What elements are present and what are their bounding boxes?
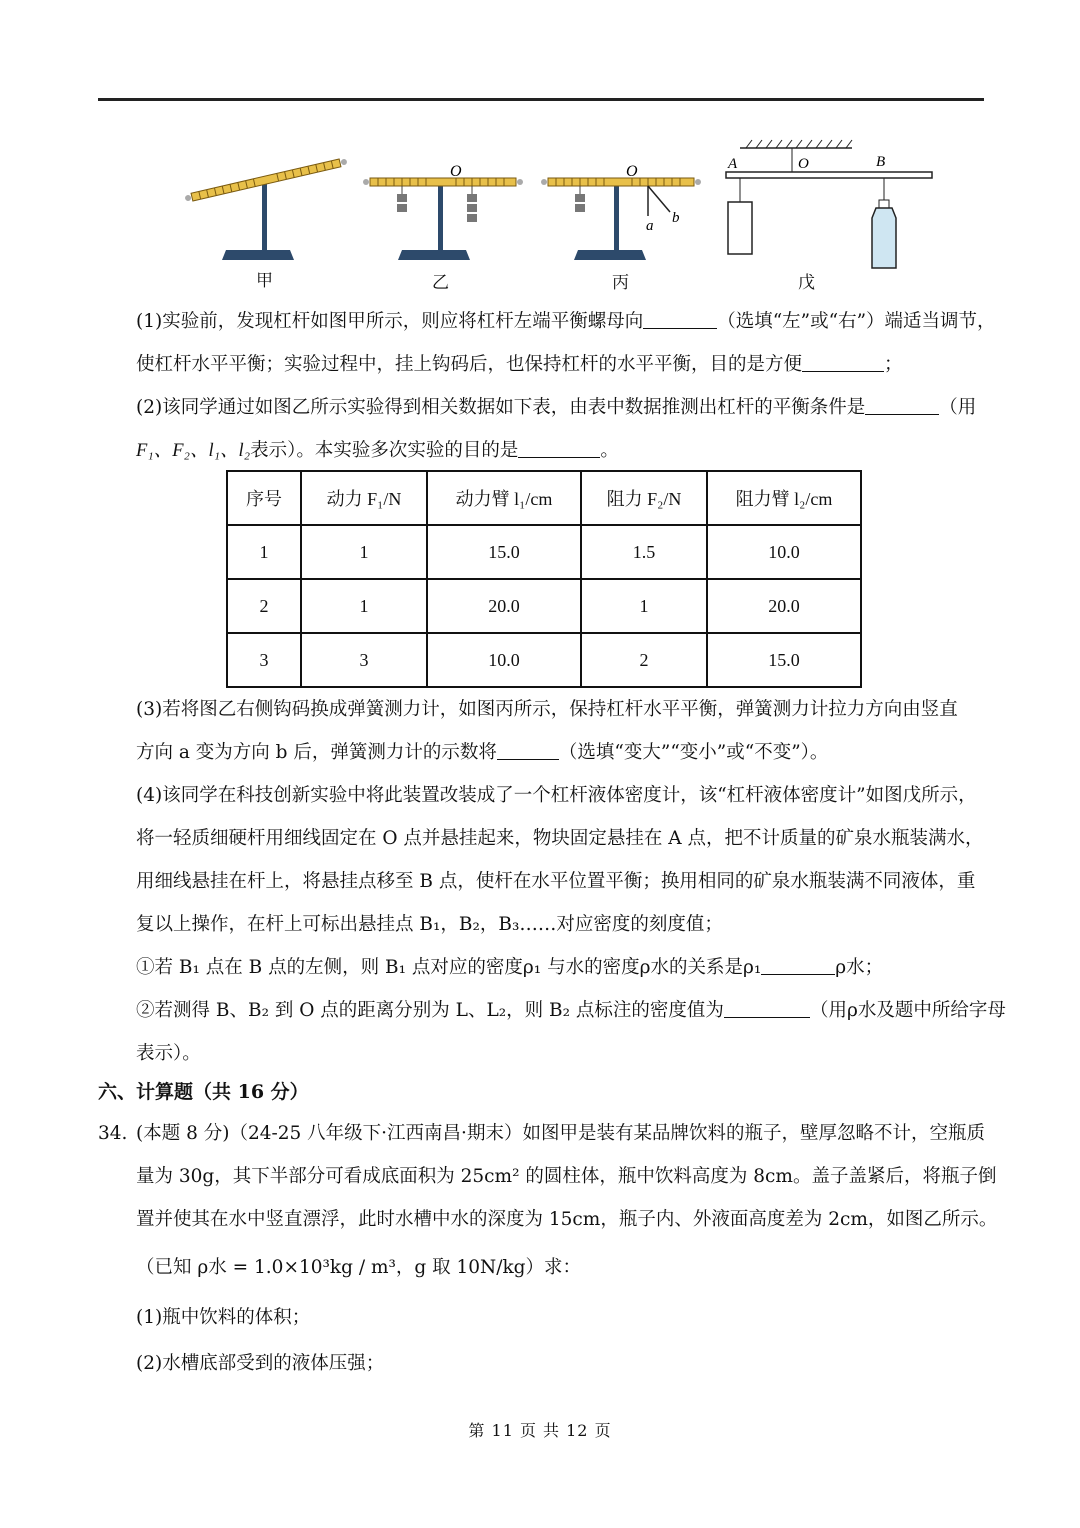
figure-jia <box>184 157 348 260</box>
figure-bing <box>541 163 701 260</box>
q4-line3: 用细线悬挂在杆上，将悬挂点移至 B 点，使杆在水平位置平衡；换用相同的矿泉水瓶装满不同液体，重 <box>136 871 976 892</box>
question-2 <box>136 386 986 473</box>
q4-sub1: ①若 B₁ 点在 B 点的左侧，则 B₁ 点对应的密度ρ₁ 与水的密度ρ水的关系是ρ₁ <box>136 957 762 978</box>
question-34-number: 34. <box>98 1123 128 1144</box>
table-header: 序号 <box>227 471 301 525</box>
q2-blank-2 <box>518 439 600 459</box>
q2-line1-end: （用 <box>939 397 977 418</box>
table-header: 阻力臂 l₂/cm <box>707 471 861 525</box>
q4-line4: 复以上操作，在杆上可标出悬挂点 B₁，B₂，B₃……对应密度的刻度值； <box>136 914 723 935</box>
dir-b-label: b <box>672 210 680 226</box>
q2-line1: (2)该同学通过如图乙所示实验得到相关数据如下表，由表中数据推测出杠杆的平衡条件是 <box>136 397 866 418</box>
table-cell: 20.0 <box>707 579 861 633</box>
table-row <box>227 525 861 579</box>
table-cell: 2 <box>227 579 301 633</box>
table-header: 阻力 F₂/N <box>581 471 707 525</box>
q4-line1: (4)该同学在科技创新实验中将此装置改装成了一个杠杆液体密度计，该“杠杆液体密度计”如图戊所示， <box>136 785 977 806</box>
q34-line2: 量为 30g，其下半部分可看成底面积为 25cm² 的圆柱体，瓶中饮料高度为 8cm。盖子盖紧后，将瓶子倒 <box>136 1166 997 1187</box>
page-footer: 第 11 页 共 12 页 <box>468 1421 612 1440</box>
question-3 <box>136 688 986 774</box>
q34-given: （已知 ρ水 = 1.0×10³kg / m³，g 取 10N/kg）求： <box>136 1257 582 1278</box>
q34-line1: (本题 8 分)（24-25 八年级下·江西南昌·期末）如图甲是装有某品牌饮料的瓶子，壁厚忽略不计，空瓶质 <box>136 1123 985 1144</box>
data-table <box>226 470 862 688</box>
q34-line3: 置并使其在水中竖直漂浮，此时水槽中水的深度为 15cm，瓶子内、外液面高度差为 2cm，如图乙所示。 <box>136 1209 998 1230</box>
dir-a-label: a <box>646 218 654 234</box>
q4-sub2: ②若测得 B、B₂ 到 O 点的距离分别为 L、L₂，则 B₂ 点标注的密度值为 <box>136 1000 724 1021</box>
table-cell: 1 <box>227 525 301 579</box>
figure-wu <box>726 140 932 268</box>
q3-line2-end: （选填“变大”“变小”或“不变”）。 <box>558 742 829 763</box>
q4-sub1-end: ρ水； <box>835 957 884 978</box>
q34-sub1: (1)瓶中饮料的体积； <box>136 1307 311 1328</box>
figure-label-yi: 乙 <box>432 273 449 293</box>
q3-line2: 方向 a 变为方向 b 后，弹簧测力计的示数将 <box>136 742 497 763</box>
table-header: 动力 F₁/N <box>301 471 427 525</box>
table-cell: 1 <box>301 579 427 633</box>
point-o-label-wu: O <box>798 156 809 172</box>
q1-line1: (1)实验前，发现杠杆如图甲所示，则应将杠杆左端平衡螺母向 <box>136 311 644 332</box>
table-cell: 3 <box>301 633 427 687</box>
q1-line2-end: ； <box>884 354 903 375</box>
figure-label-wu: 戊 <box>798 273 815 293</box>
q3-line1: (3)若将图乙右侧钩码换成弹簧测力计，如图丙所示，保持杠杆水平平衡，弹簧测力计拉力方向由竖直 <box>136 699 958 720</box>
q2-line2: 表示）。本实验多次实验的目的是 <box>250 440 519 461</box>
q4-blank-1 <box>761 956 835 976</box>
q3-blank <box>497 741 559 761</box>
q2-blank-1 <box>865 396 939 416</box>
point-o-label-bing: O <box>626 163 638 180</box>
q4-blank-2 <box>724 999 810 1019</box>
table-header: 动力臂 l₁/cm <box>427 471 581 525</box>
figure-yi <box>363 163 523 260</box>
table-cell: 2 <box>581 633 707 687</box>
section-6-title: 六、计算题（共 16 分） <box>98 1081 309 1103</box>
lever-figures <box>180 138 940 293</box>
q4-sub2-end: （用ρ水及题中所给字母 <box>809 1000 1006 1021</box>
table-header-row <box>227 471 861 525</box>
q1-blank-2 <box>802 353 884 373</box>
table-cell: 1 <box>301 525 427 579</box>
table-cell: 3 <box>227 633 301 687</box>
table-cell: 10.0 <box>427 633 581 687</box>
table-cell: 15.0 <box>707 633 861 687</box>
table-cell: 1 <box>581 579 707 633</box>
table-cell: 1.5 <box>581 525 707 579</box>
table-cell: 15.0 <box>427 525 581 579</box>
q2-line2-end: 。 <box>600 440 619 461</box>
q4-sub2-line2: 表示）。 <box>136 1043 201 1064</box>
q2-variables: F₁、F₂、l₁、l₂ <box>136 441 251 461</box>
q1-blank-1 <box>643 310 717 330</box>
figure-label-jia: 甲 <box>256 271 273 291</box>
lever-illustrations <box>180 138 940 293</box>
point-o-label-yi: O <box>450 163 462 180</box>
question-4 <box>136 774 1006 1075</box>
question-1 <box>136 300 996 386</box>
q34-sub2: (2)水槽底部受到的液体压强； <box>136 1353 385 1374</box>
q1-line2: 使杠杆水平平衡；实验过程中，挂上钩码后，也保持杠杆的水平平衡，目的是方便 <box>136 354 803 375</box>
table-row <box>227 579 861 633</box>
q1-line1-end: （选填“左”或“右”）端适当调节， <box>717 311 996 332</box>
point-b-label: B <box>876 154 886 170</box>
question-34 <box>136 1112 998 1387</box>
top-rule <box>98 98 984 101</box>
figure-label-bing: 丙 <box>612 273 629 293</box>
table-row <box>227 633 861 687</box>
table-cell: 20.0 <box>427 579 581 633</box>
point-a-label: A <box>728 156 738 172</box>
table-cell: 10.0 <box>707 525 861 579</box>
q4-line2: 将一轻质细硬杆用细线固定在 O 点并悬挂起来，物块固定悬挂在 A 点，把不计质量的矿泉水瓶装满水， <box>136 828 984 849</box>
